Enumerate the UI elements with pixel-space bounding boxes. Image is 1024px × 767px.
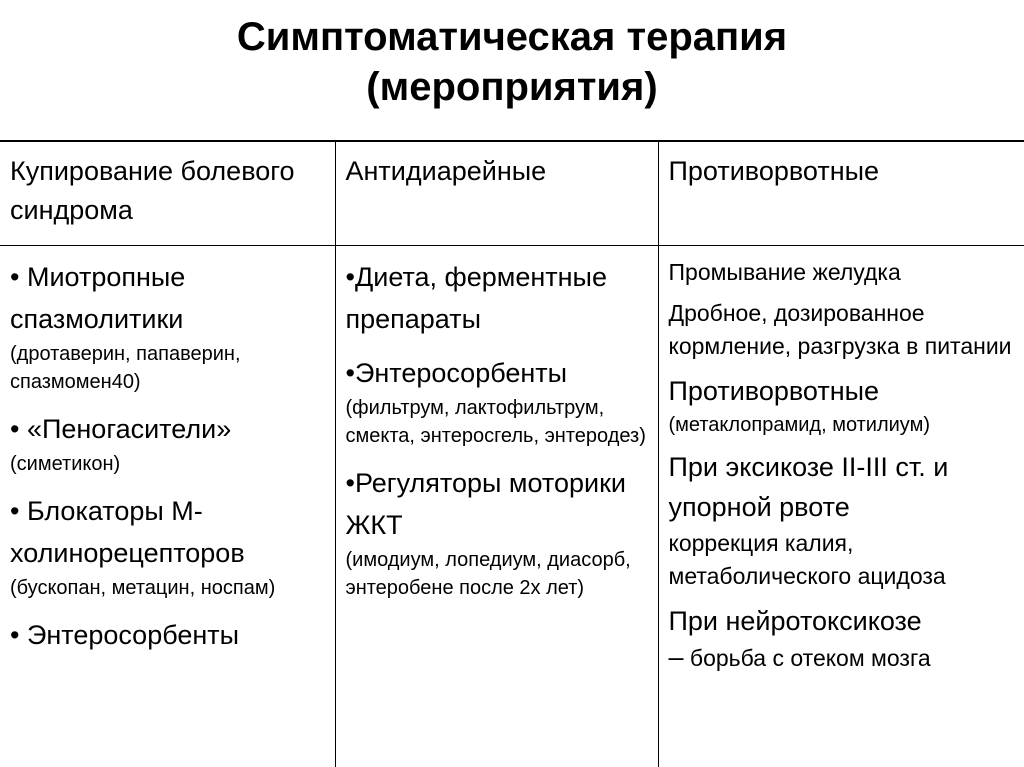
- list-item: [10, 614, 327, 656]
- item-main: • Блокаторы М-холинорецепторов: [10, 496, 245, 568]
- antidiarrheal-cell: [335, 246, 658, 767]
- antiemetic-cell: [658, 246, 1024, 767]
- item-sub: борьба с отеком мозга: [689, 645, 931, 671]
- item-sub: (имодиум, лопедиум, диасорб, энтеробене после 2х лет): [345, 549, 631, 599]
- item-main: •Энтеросорбенты: [345, 358, 568, 388]
- title-line-2: (мероприятия): [366, 65, 658, 109]
- list-item: [669, 447, 1017, 593]
- item-sub: (метаклопрамид, мотилиум): [668, 414, 930, 436]
- page-title: [0, 12, 1024, 112]
- list-item: [346, 256, 650, 340]
- list-item: [669, 371, 1017, 439]
- item-main: • Энтеросорбенты: [10, 620, 240, 650]
- list-item: [669, 256, 1017, 289]
- item-main: При эксикозе II-III ст. и упорной рвоте: [668, 452, 949, 522]
- item-sub: (фильтрум, лактофильтрум, смекта, энтеросгель, энтеродез): [345, 397, 646, 447]
- item-main: • Миотропные спазмолитики: [10, 262, 186, 334]
- item-main: •Регуляторы моторики ЖКТ: [345, 468, 626, 540]
- list-item: [669, 601, 1017, 675]
- list-item: [346, 352, 650, 450]
- item-sub: коррекция калия, метаболического ацидоза: [668, 530, 946, 589]
- feeding-text: Дробное, дозированное кормление, разгрузка в питании: [668, 300, 1012, 359]
- neuro-sub-line: [669, 641, 1017, 675]
- item-main: • «Пеногасители»: [10, 414, 232, 444]
- table-header-row: [0, 141, 1024, 246]
- header-pain-relief: Купирование болевого синдрома: [0, 141, 335, 246]
- item-main: При нейротоксикозе: [668, 606, 922, 636]
- pain-relief-cell: [0, 246, 335, 767]
- title-line-1: Симптоматическая терапия: [236, 15, 788, 59]
- item-main: Противорвотные: [668, 376, 880, 406]
- item-sub: (симетикон): [10, 453, 121, 475]
- list-item: [10, 490, 327, 602]
- item-sub: (дротаверин, папаверин, спазмомен40): [10, 343, 241, 393]
- table-body-row: [0, 246, 1024, 767]
- item-sub: (бускопан, метацин, носпам): [10, 577, 276, 599]
- header-antidiarrheal: Антидиарейные: [335, 141, 658, 246]
- list-item: [10, 408, 327, 478]
- header-antiemetic: Противорвотные: [658, 141, 1024, 246]
- therapy-table: [0, 140, 1024, 767]
- list-item: [10, 256, 327, 396]
- item-main: •Диета, ферментные препараты: [345, 262, 607, 334]
- dash: –: [668, 642, 684, 672]
- list-item: [669, 297, 1017, 363]
- gastric-lavage-text: Промывание желудка: [668, 259, 901, 285]
- list-item: [346, 462, 650, 602]
